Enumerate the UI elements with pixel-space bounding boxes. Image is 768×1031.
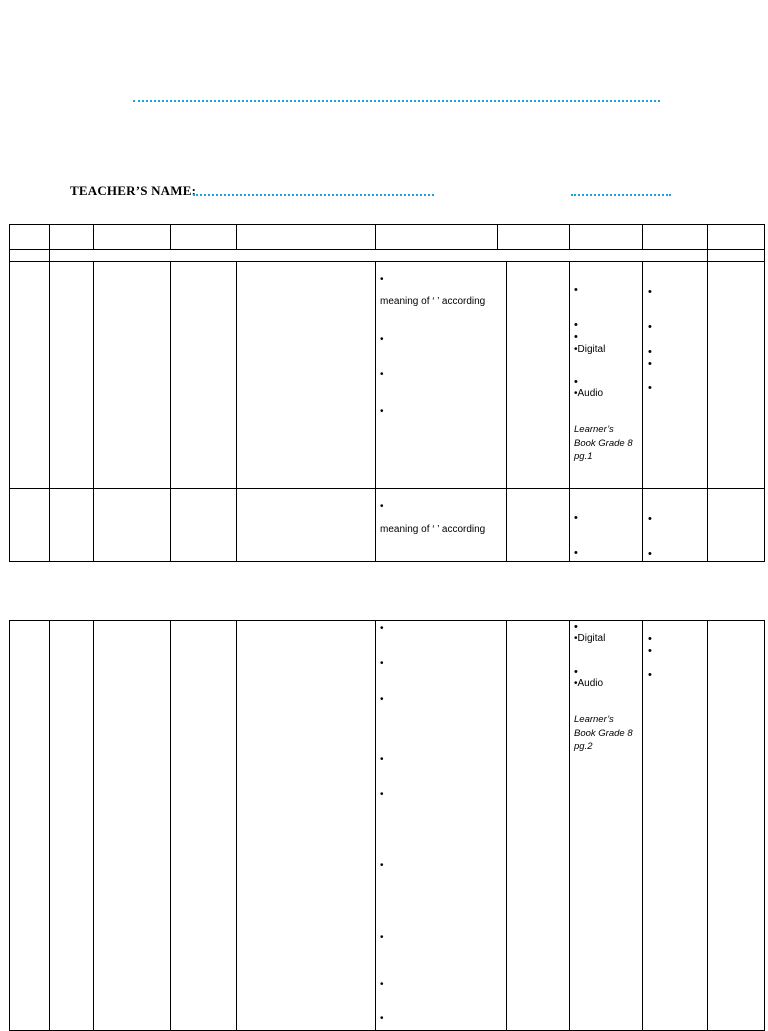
bullet: • — [380, 334, 384, 345]
table-row — [10, 262, 765, 489]
audio-text: •Audio — [574, 678, 604, 689]
scheme-table-1 — [9, 224, 765, 562]
scheme-table-2 — [9, 620, 765, 1031]
bullet: • — [574, 376, 578, 388]
audio-text: •Audio — [574, 388, 604, 399]
bullet: • — [648, 513, 652, 525]
bullet: • — [380, 694, 384, 705]
bullet: • — [648, 321, 652, 333]
bullet: • — [648, 548, 652, 560]
teacher-name-label: TEACHER’S NAME: — [70, 183, 197, 198]
bullet: • — [380, 932, 384, 943]
resource-text: Learner’s Book Grade 8 pg.2 — [574, 714, 633, 752]
title-dotted-line — [133, 100, 660, 102]
digital-text: •Digital — [574, 344, 606, 355]
bullet: • — [380, 406, 384, 417]
table-row — [10, 489, 765, 562]
bullet: • — [380, 860, 384, 871]
bullet: • — [648, 382, 652, 394]
bullet: • — [574, 666, 578, 678]
teacher-name-dotted-line — [193, 194, 434, 196]
table-row — [10, 621, 765, 1031]
bullet: • — [380, 501, 384, 512]
resource-text: Learner’s Book Grade 8 pg.1 — [574, 424, 633, 462]
bullet: • — [648, 358, 652, 370]
bullet: • — [648, 669, 652, 681]
bullet: • — [380, 789, 384, 800]
bullet: • — [380, 274, 384, 285]
digital-text: •Digital — [574, 633, 606, 644]
bullet: • — [380, 658, 384, 669]
second-dotted-line — [571, 194, 671, 196]
week-row — [10, 250, 765, 262]
header-row — [10, 225, 765, 250]
bullet: • — [380, 369, 384, 380]
bullet: • — [574, 284, 578, 296]
bullet: • — [574, 512, 578, 524]
bullet: • — [648, 633, 652, 645]
bullet: • — [648, 286, 652, 298]
bullet: • — [648, 346, 652, 358]
meaning-text: meaning of ‘ ’ according — [380, 524, 486, 535]
bullet: • — [380, 1013, 384, 1024]
bullet: • — [380, 979, 384, 990]
bullet: • — [574, 331, 578, 343]
bullet: • — [574, 621, 578, 633]
bullet: • — [380, 754, 384, 765]
bullet: • — [574, 319, 578, 331]
bullet: • — [380, 623, 384, 634]
bullet: • — [574, 547, 578, 559]
bullet: • — [648, 645, 652, 657]
meaning-text: meaning of ‘ ’ according — [380, 296, 486, 307]
